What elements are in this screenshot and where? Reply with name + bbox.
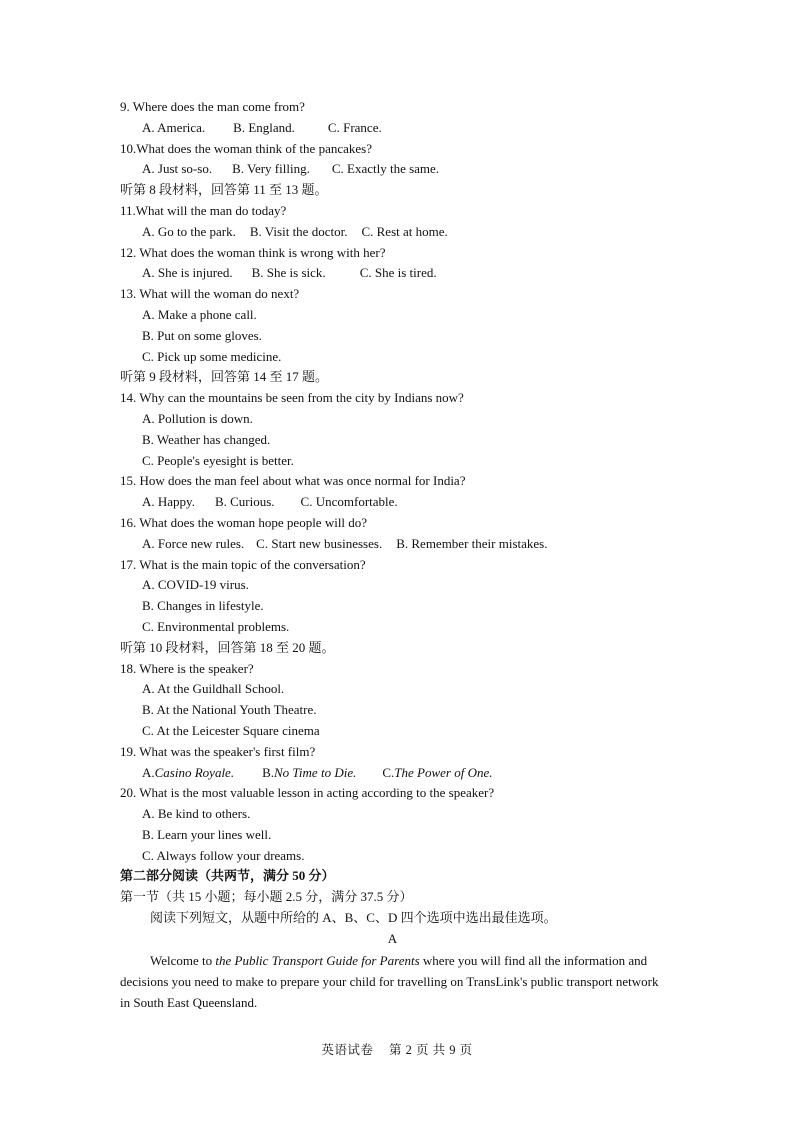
q19-option-a: A.Casino Royale. [142, 764, 235, 780]
q20-option-b: B. Learn your lines well. [142, 826, 272, 842]
q10-options [120, 159, 665, 180]
q20-stem: 20. What is the most valuable lesson in acting according to the speaker? [120, 785, 495, 801]
q20-option-a: A. Be kind to others. [142, 806, 251, 822]
q10-stem: 10.What does the woman think of the pancakes? [120, 140, 372, 156]
q14-stem: 14. Why can the mountains be seen from the city by Indians now? [120, 390, 464, 406]
q19-option-c-title: The Power of One. [394, 764, 493, 780]
q18-option-a: A. At the Guildhall School. [142, 681, 285, 697]
q13-stem: 13. What will the woman do next? [120, 286, 300, 302]
page-footer [0, 1040, 794, 1058]
footer-page-number: 第 2 页 共 9 页 [389, 1043, 473, 1057]
q11-option-c: C. Rest at home. [361, 223, 448, 239]
q9-option-a: A. America. [142, 119, 206, 135]
section-8-instruction: 听第 8 段材料，回答第 11 至 13 题。 [120, 182, 328, 198]
q9-option-c: C. France. [327, 119, 382, 135]
q9-stem: 9. Where does the man come from? [120, 99, 305, 114]
reading-instruction: 阅读下列短文，从题中所给的 A、B、C、D 四个选项中选出最佳选项。 [150, 910, 557, 926]
q19-options [120, 763, 665, 784]
q12-options [120, 263, 665, 284]
q18-option-c: C. At the Leicester Square cinema [142, 722, 320, 738]
q16-option-c: B. Remember their mistakes. [396, 535, 548, 551]
q9-options [120, 118, 665, 139]
q11-stem: 11.What will the man do today? [120, 202, 287, 218]
q11-option-a: A. Go to the park. [142, 223, 236, 239]
q9-option-b: B. England. [233, 119, 295, 135]
q19-option-c: C.The Power of One. [382, 764, 493, 780]
q16-options [120, 534, 665, 555]
q20-option-c: C. Always follow your dreams. [142, 847, 305, 863]
q12-option-a: A. She is injured. [142, 265, 233, 281]
part2-heading: 第二部分阅读（共两节，满分 50 分） [120, 868, 335, 884]
q13-option-b: B. Put on some gloves. [142, 327, 262, 343]
section1-heading: 第一节（共 15 小题；每小题 2.5 分，满分 37.5 分） [120, 889, 413, 905]
q10-option-b: B. Very filling. [232, 161, 310, 177]
q18-stem: 18. Where is the speaker? [120, 660, 254, 676]
q17-stem: 17. What is the main topic of the conversation? [120, 556, 366, 572]
q15-option-a: A. Happy. [142, 494, 195, 510]
section-10-instruction: 听第 10 段材料，回答第 18 至 20 题。 [120, 639, 335, 655]
section-9-instruction: 听第 9 段材料，回答第 14 至 17 题。 [120, 369, 329, 385]
q11-options [120, 222, 665, 243]
q19-stem: 19. What was the speaker's first film? [120, 743, 316, 759]
q17-option-b: B. Changes in lifestyle. [142, 598, 264, 614]
q14-option-a: A. Pollution is down. [142, 410, 253, 426]
q16-stem: 16. What does the woman hope people will do? [120, 514, 368, 530]
q17-option-c: C. Environmental problems. [142, 618, 290, 634]
q16-option-b: C. Start new businesses. [256, 535, 383, 551]
q10-option-a: A. Just so-so. [142, 161, 213, 177]
passage-guide-title: the Public Transport Guide for Parents [215, 952, 420, 968]
q15-options [120, 492, 665, 513]
q13-option-c: C. Pick up some medicine. [142, 348, 282, 364]
q19-option-a-title: Casino Royale. [154, 764, 235, 780]
q15-option-c: C. Uncomfortable. [300, 494, 398, 510]
passage-a-paragraph: Welcome to the Public Transport Guide for Parents where you will find all the information and decisions you need to make to prepare your child for travelling on TransLink's public transport network in South East Queensland. [120, 952, 659, 1010]
q15-stem: 15. How does the man feel about what was once normal for India? [120, 473, 466, 489]
q18-option-b: B. At the National Youth Theatre. [142, 702, 317, 718]
footer-subject: 英语试卷 [321, 1043, 374, 1057]
q16-option-a: A. Force new rules. [142, 535, 245, 551]
q13-option-a: A. Make a phone call. [142, 306, 257, 322]
q14-option-c: C. People's eyesight is better. [142, 452, 294, 468]
q19-option-b: B.No Time to Die. [262, 764, 357, 780]
passage-label: A [387, 930, 398, 946]
q17-option-a: A. COVID-19 virus. [142, 577, 249, 593]
exam-page [120, 97, 665, 1013]
q12-stem: 12. What does the woman think is wrong with her? [120, 244, 386, 260]
q14-option-b: B. Weather has changed. [142, 431, 271, 447]
q11-option-b: B. Visit the doctor. [249, 223, 348, 239]
q10-option-c: C. Exactly the same. [331, 161, 440, 177]
q15-option-b: B. Curious. [214, 494, 275, 510]
q19-option-b-title: No Time to Die. [274, 764, 357, 780]
q12-option-b: B. She is sick. [251, 265, 326, 281]
q12-option-c: C. She is tired. [359, 265, 437, 281]
